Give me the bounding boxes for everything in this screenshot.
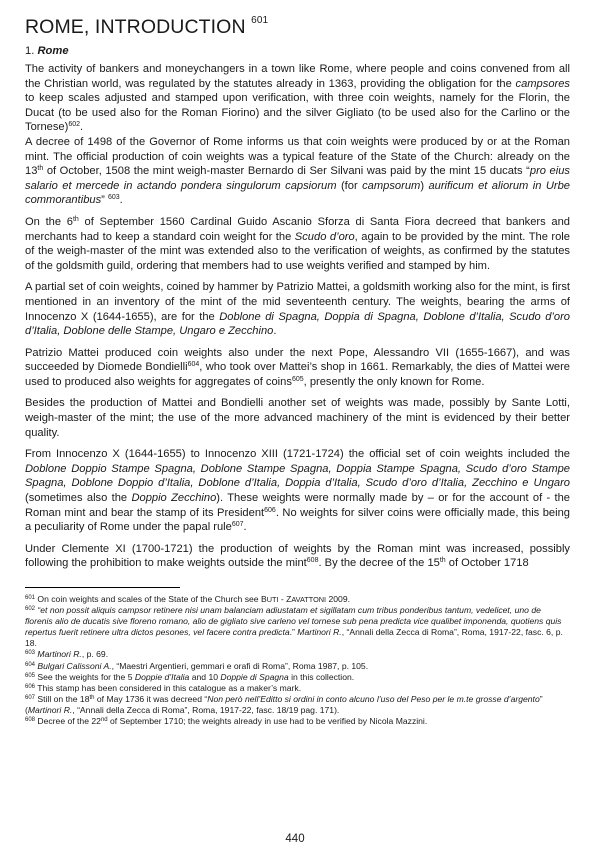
italic-text: “et non possit aliquis campsor retinere nisi unam balanciam adiustatam et sigillatam cum tribus ponderibus tantum, vedelicet, uno de florenis alio de ducatis sive floreno romano, alio de gigliato sive carleno vel tornese sub pena predicta vice qualibet imponenda, quotiens quis repertus fuerit retinere ultra dictos pesones, vel facere contra predicta — [25, 605, 562, 638]
footnote-ref: 606 — [264, 506, 276, 514]
section-label: Rome — [37, 45, 69, 57]
title-footnote-ref: 601 — [251, 15, 269, 26]
body-paragraph: A decree of 1498 of the Governor of Rome informs us that coin weights were produced by or at the Roman mint. The official production of coin weights was a typical feature of the State of the Church: already on the 13th of October, 1508 the mint weigh-master Bernardo di Ser Silvani was paid by the mint 15 ducats “pro eius salario et mercede in actando pondera singulorum capsiorum (for campsorum) aurificum et aliorum in Urbe commorantibus” $^{603}$. — [25, 135, 570, 207]
footnote-ref: 607 — [231, 521, 244, 529]
footnote: $^{603}$ Martinori R., p. 69. — [25, 649, 109, 660]
footnote-ref: 605 — [291, 375, 304, 383]
footnote-ref: 603 — [25, 650, 36, 657]
footnote-ref: 605 — [25, 672, 36, 679]
body-paragraph: The activity of bankers and moneychangers in a town like Rome, where people and coins convened from all the Christian world, was regulated by the statutes already in 1363, providing the obligation for the campsores to keep scales adjusted and stamped upon verification, with three coin weights, namely for the Florin, the Ducat (to be used also for the Roman Fiorino) and the silver Gigliato (to be used also for the Carlino or the Tornese)$^{602}$. — [25, 63, 570, 134]
italic-text: Bulgari Calissoni A. — [37, 660, 112, 671]
section-heading — [25, 45, 570, 57]
italic-text: aurificum et aliorum in Urbe commorantibus — [25, 179, 570, 207]
footnote-ref: th — [72, 215, 79, 223]
small-caps-text: AVATTONI — [291, 595, 327, 604]
footnote-ref: 604 — [25, 661, 36, 668]
footnote-ref: 602 — [25, 606, 36, 613]
footnote-ref: th — [439, 557, 446, 565]
italic-text: pro eius salario et mercede in actando pondera singulorum capsiorum — [25, 165, 570, 192]
page-body — [25, 10, 570, 727]
section-number: 1. — [25, 45, 38, 57]
body-paragraph: On the 6th of September 1560 Cardinal Guido Ascanio Sforza di Santa Fiora decreed that bankers and merchants had to keep a standard coin weight for the Scudo d’oro, again to be provided by the mint. The role of the weigh-master of the mint was extended also to the verification of weights, as confirmed by the statutes of the goldsmith guild, ordering that members had to use weights verified and stamped by him. — [25, 215, 570, 272]
italic-text: Martinori R. — [297, 627, 342, 638]
body-paragraph: Besides the production of Mattei and Bondielli another set of weights was made, possibly by Sante Lotti, weigh-master of the mint; the use of the more advanced machinery of the mint is evidenced by their better quality. — [25, 397, 570, 439]
footnote-separator — [25, 587, 180, 588]
footnote: $^{608}$ Decree of the 22nd of September 1710; the weights already in use had to be verified by Nicola Mazzini. — [25, 716, 428, 727]
body-paragraph: Under Clemente XI (1700-1721) the production of weights by the Roman mint was increased, possibly following the prohibition to make weights outside the mint$^{608}$. By the decree of the 15th of October 1718 — [25, 542, 570, 570]
footnote-ref: 603 — [107, 194, 120, 202]
italic-text: Doppio Zecchino — [131, 492, 217, 505]
italic-text: Martinori R. — [27, 704, 73, 715]
footnote-ref: 604 — [187, 361, 200, 369]
footnote-ref: 608 — [25, 717, 36, 724]
italic-text: Doblone Doppio Stampe Spagna, Doblone Stampe Spagna, Doppia Stampe Spagna, Scudo d’oro Stampe Spagna, Doblone Doppio d’Italia, Doblone d’Italia, Doppia d’Italia, Scudo d’oro d’Italia, Zecchino e Ungaro — [25, 462, 570, 490]
footnote-ref: 607 — [25, 694, 36, 701]
page-title — [25, 16, 570, 39]
footnotes — [25, 594, 570, 727]
italic-text: Doppie di Spagna — [220, 671, 289, 682]
footnote-ref: 602 — [68, 121, 81, 129]
footnote-ref: nd — [100, 717, 108, 724]
footnote: $^{602}$ “et non possit aliquis campsor retinere nisi unam balanciam adiustatam et sigillatam cum tribus ponderibus tantum, vedelicet, uno de florenis alio de ducatis sive floreno romano, alio de gigliato sive carleno vel tornese sub pena predicta vice qualibet imponenda, quotiens quis repertus fuerit retinere ultra dictos pesones, vel facere contra predicta.” Martinori R., “Annali della Zecca di Roma”, Roma, 1917-22, fasc. 6, p. 18. — [25, 605, 563, 649]
body-paragraph: A partial set of coin weights, coined by hammer by Patrizio Mattei, a goldsmith working also for the mint, is first mentioned in an inventory of the mint of the mid seventeenth century. The weights, bearing the arms of Innocenzo X (1644-1655), are for the Doblone di Spagna, Doppia di Spagna, Doblone d’Italia, Scudo d’oro d’Italia, Doblone delle Stampe, Ungaro e Zecchino. — [25, 281, 570, 338]
footnote: $^{604}$ Bulgari Calissoni A., “Maestri Argentieri, gemmari e orafi di Roma”, Roma 1987, p. 105. — [25, 660, 369, 671]
footnote: $^{601}$ On coin weights and scales of the State of the Church see BUTI - ZAVATTONI 2009. — [25, 594, 350, 604]
footnote: $^{607}$ Still on the 18th of May 1736 it was decreed “Non però nell’Editto si ordini in conto alcuno l’uso del Peso per le m.te grosse d’argento” (Martinori R., “Annali della Zecca di Roma”, Roma, 1917-22, fasc. 18/19 pag. 171). — [25, 693, 543, 715]
footnote: $^{605}$ See the weights for the 5 Doppie d’Italia and 10 Doppie di Spagna in this collection. — [25, 671, 355, 682]
italic-text: Martinori R. — [37, 649, 82, 660]
italic-text: Doblone di Spagna, Doppia di Spagna, Doblone d’Italia, Scudo d’oro d’Italia, Doblone delle Stampe, Ungaro e Zecchino — [25, 310, 570, 338]
footnote-ref: 606 — [25, 683, 36, 690]
title-text: ROME, INTRODUCTION — [25, 16, 246, 38]
body-paragraph: From Innocenzo X (1644-1655) to Innocenzo XIII (1721-1724) the official set of coin weights included the Doblone Doppio Stampe Spagna, Doblone Stampe Spagna, Doppia Stampe Spagna, Scudo d’oro Stampe Spagna, Doblone Doppio d’Italia, Doblone d’Italia, Doppia d’Italia, Scudo d’oro d’Italia, Zecchino e Ungaro (sometimes also the Doppio Zecchino). These weights were normally made by – or for the account of - the Roman mint and bear the stamp of its President$^{606}$. No weights for silver coins were officially made, this being a peculiarity of Rome under the papal rule$^{607}$. — [25, 448, 571, 534]
small-caps-text: UTI — [266, 595, 279, 604]
italic-text: campsorum — [362, 179, 421, 192]
page-number: 440 — [285, 833, 305, 845]
footnote-ref: th — [89, 694, 95, 701]
footnote: $^{606}$ This stamp has been considered in this catalogue as a maker’s mark. — [25, 682, 302, 693]
body-paragraph: Patrizio Mattei produced coin weights also under the next Pope, Alessandro VII (1655-1667), and was succeeded by Diomede Bondielli$^{604}$, who took over Mattei’s shop in 1661. Remarkably, the dies of Mattei were used to produced also weights for aggregates of coins$^{605}$, presently the only known for Rome. — [25, 346, 571, 388]
footnote-ref: th — [37, 165, 44, 173]
footnote-ref: 601 — [25, 595, 36, 601]
italic-text: campsores — [515, 77, 570, 90]
italic-text: Doppie d’Italia — [134, 671, 190, 682]
italic-text: Scudo d’oro — [294, 230, 355, 243]
italic-text: Non però nell’Editto si ordini in conto alcuno l’uso del Peso per le m.te grosse d’argento — [207, 693, 540, 704]
footnote-ref: 608 — [306, 557, 319, 565]
